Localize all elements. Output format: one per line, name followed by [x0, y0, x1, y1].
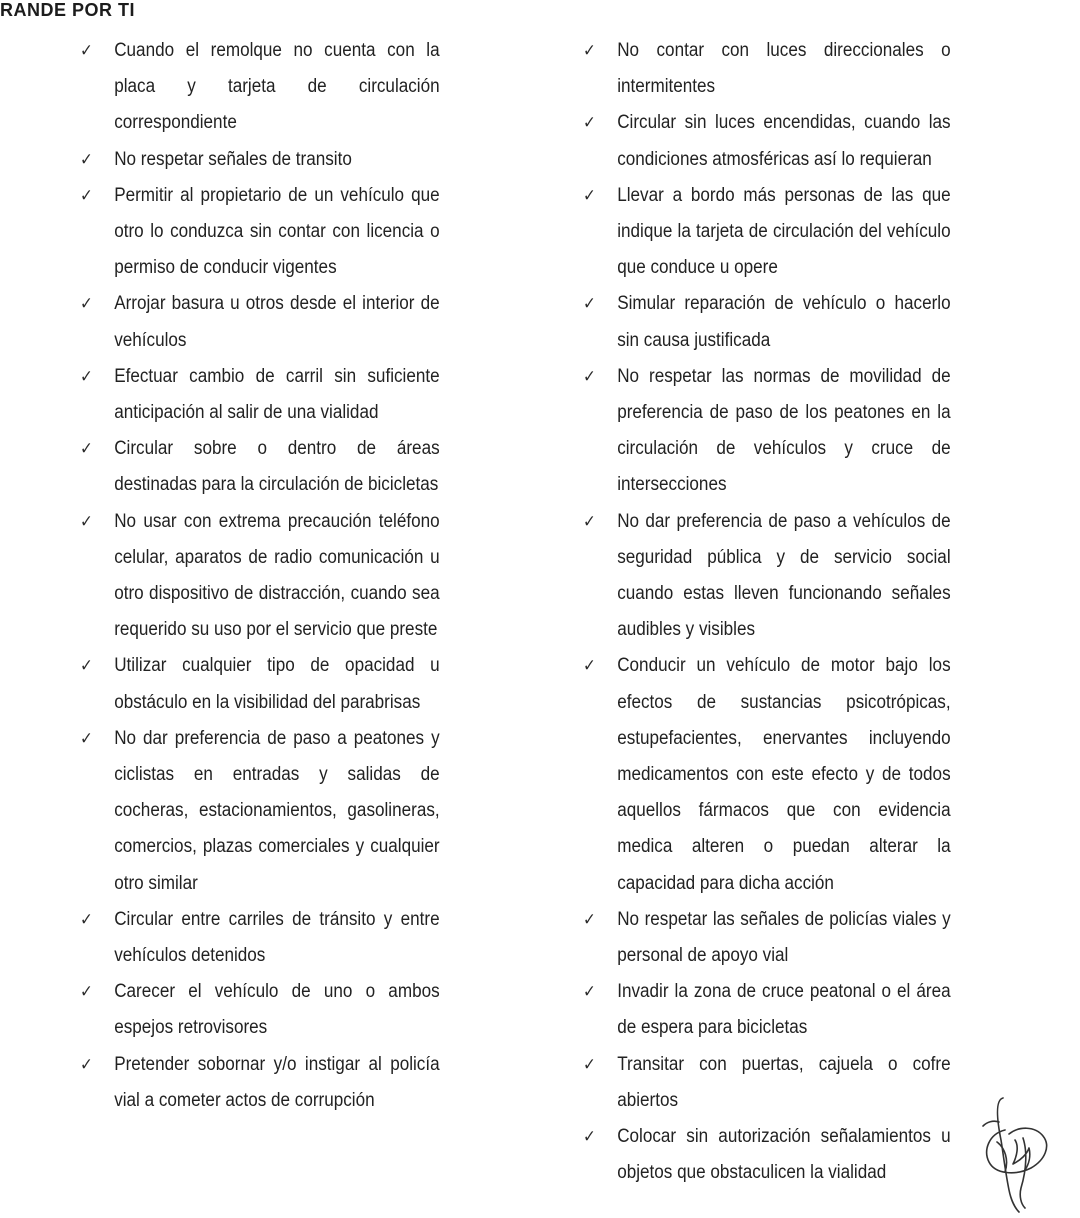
check-icon: ✓ — [80, 439, 93, 459]
list-item-text: Utilizar cualquier tipo de opacidad u obstáculo en la visibilidad del parabrisas — [114, 655, 440, 713]
list-item — [80, 721, 440, 902]
list-item-text: Efectuar cambio de carril sin suficiente anticipación al salir de una vialidad — [114, 365, 440, 424]
list-item — [80, 33, 440, 142]
list-item-text: No contar con luces direccionales o intermitentes — [617, 40, 951, 98]
list-item — [583, 504, 951, 649]
check-icon: ✓ — [583, 294, 596, 314]
list-item-text: Simular reparación de vehículo o hacerlo sin causa justificada — [617, 293, 951, 351]
check-icon: ✓ — [80, 982, 93, 1002]
list-item — [583, 902, 951, 974]
check-icon: ✓ — [80, 909, 93, 929]
list-item-text: Pretender sobornar y/o instigar al policía vial a cometer actos de corrupción — [114, 1053, 440, 1111]
list-item — [583, 178, 951, 287]
check-icon: ✓ — [80, 41, 93, 60]
list-item-text: Circular sin luces encendidas, cuando las condiciones atmosféricas así lo requieran — [617, 112, 951, 170]
list-item — [80, 974, 440, 1046]
list-item-text: Transitar con puertas, cajuela o cofre abiertos — [617, 1053, 951, 1111]
check-icon: ✓ — [80, 728, 93, 748]
list-item — [80, 902, 440, 974]
check-icon: ✓ — [80, 185, 93, 205]
check-icon: ✓ — [80, 294, 93, 314]
check-icon: ✓ — [583, 185, 596, 205]
list-item-text: Circular sobre o dentro de áreas destinadas para la circulación de bicicletas — [114, 438, 440, 496]
list-item-text: Carecer el vehículo de uno o ambos espejos retrovisores — [114, 981, 440, 1039]
list-item — [80, 431, 440, 503]
check-icon: ✓ — [583, 982, 596, 1002]
page-title: RANDE POR TI — [0, 0, 136, 20]
check-icon: ✓ — [583, 656, 596, 676]
check-icon: ✓ — [583, 909, 596, 929]
check-icon: ✓ — [80, 656, 93, 676]
check-icon: ✓ — [80, 366, 93, 386]
check-icon: ✓ — [583, 1127, 596, 1147]
left-checklist — [80, 33, 440, 1119]
list-item-text: No respetar las normas de movilidad de preferencia de paso de los peatones en la circulación de vehículos y cruce de intersecciones — [617, 365, 951, 496]
check-icon: ✓ — [583, 1054, 596, 1074]
list-item — [583, 105, 951, 177]
check-icon: ✓ — [80, 511, 93, 531]
list-item — [80, 504, 440, 649]
list-item-text: Llevar a bordo más personas de las que indique la tarjeta de circulación del vehículo que conduce u opere — [617, 184, 951, 279]
check-icon: ✓ — [80, 149, 93, 169]
right-checklist — [583, 33, 951, 1192]
check-icon: ✓ — [583, 511, 596, 531]
list-item-text: Cuando el remolque no cuenta con la placa y tarjeta de circulación correspondiente — [114, 40, 440, 134]
list-item — [583, 359, 951, 504]
list-item-text: No respetar señales de transito — [114, 148, 352, 170]
list-item-text: Arrojar basura u otros desde el interior de vehículos — [114, 293, 440, 351]
check-icon: ✓ — [583, 41, 596, 60]
check-icon: ✓ — [583, 113, 596, 133]
list-item-text: No respetar las señales de policías viales y personal de apoyo vial — [617, 908, 951, 967]
list-item-text: Invadir la zona de cruce peatonal o el área de espera para bicicletas — [617, 981, 951, 1039]
handwritten-signature — [975, 1090, 1055, 1215]
list-item-text: No usar con extrema precaución teléfono celular, aparatos de radio comunicación u otro dispositivo de distracción, cuando sea requerido su uso por el servicio que preste — [114, 510, 440, 641]
list-item — [80, 286, 440, 358]
list-item — [80, 178, 440, 287]
list-item-text: Permitir al propietario de un vehículo que otro lo conduzca sin contar con licencia o permiso de conducir vigentes — [114, 184, 440, 279]
list-item — [80, 142, 440, 178]
list-item-text: Conducir un vehículo de motor bajo los efectos de sustancias psicotrópicas, estupefacientes, enervantes incluyendo medicamentos con este efecto y de todos aquellos fármacos que con evidencia medica alteren o puedan alterar la capacidad para dicha acción — [617, 655, 951, 894]
list-item — [583, 1047, 951, 1119]
list-item — [583, 974, 951, 1046]
list-item — [80, 1047, 440, 1119]
list-item — [80, 648, 440, 720]
list-item — [583, 286, 951, 358]
list-item — [583, 1119, 951, 1191]
check-icon: ✓ — [80, 1054, 93, 1074]
list-item-text: Circular entre carriles de tránsito y entre vehículos detenidos — [114, 908, 440, 967]
list-item-text: No dar preferencia de paso a peatones y ciclistas en entradas y salidas de cocheras, estacionamientos, gasolineras, comercios, plazas comerciales y cualquier otro similar — [114, 727, 440, 894]
list-item — [583, 33, 951, 105]
list-item-text: No dar preferencia de paso a vehículos de seguridad pública y de servicio social cuando estas lleven funcionando señales audibles y visibles — [617, 510, 951, 641]
check-icon: ✓ — [583, 366, 596, 386]
list-item — [80, 359, 440, 431]
list-item-text: Colocar sin autorización señalamientos u objetos que obstaculicen la vialidad — [617, 1126, 951, 1184]
list-item — [583, 648, 951, 901]
